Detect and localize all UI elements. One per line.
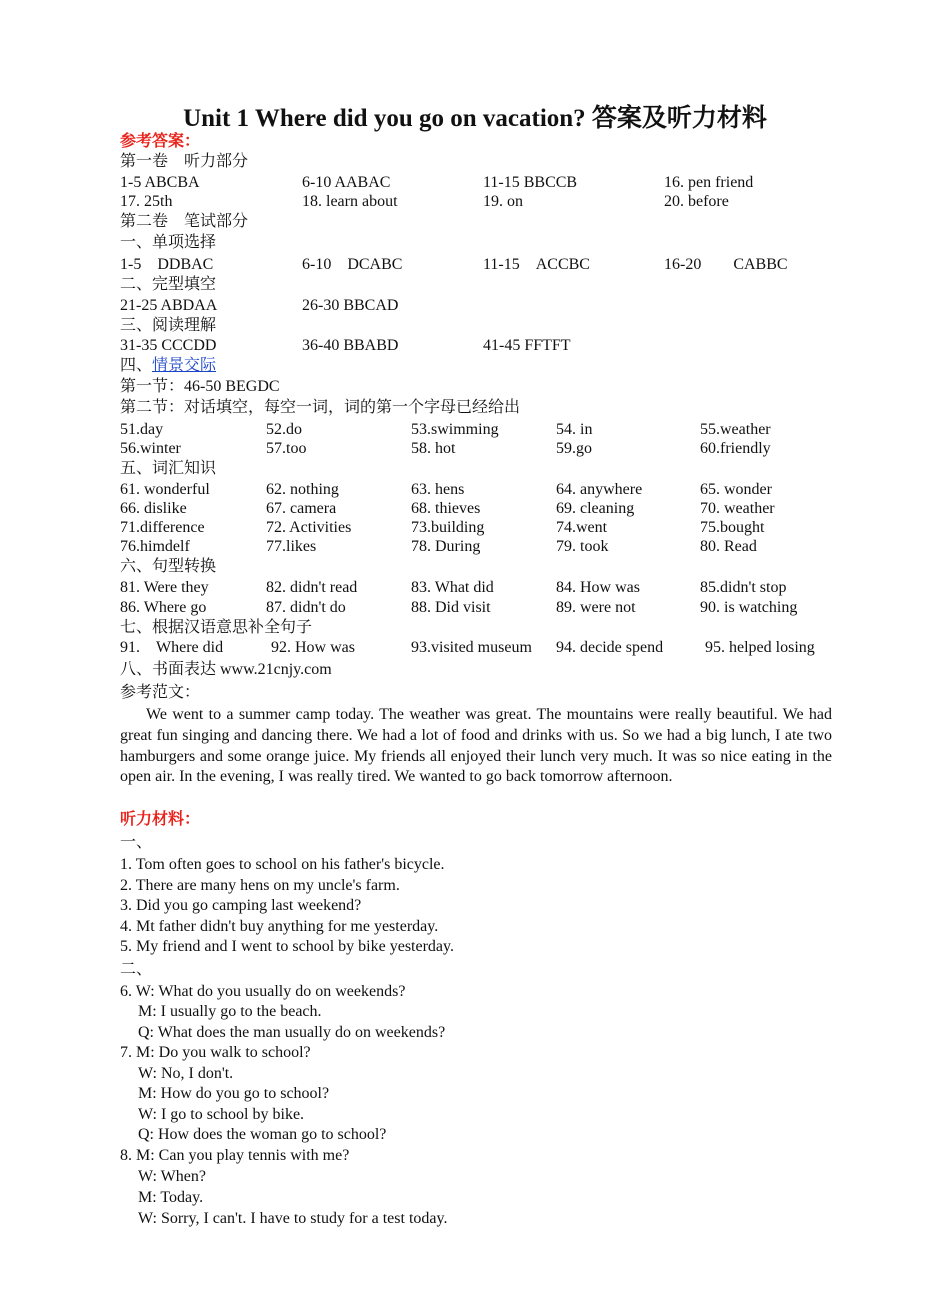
section-1-heading: 一、单项选择 [120,234,217,251]
answer-cell: 82. didn't read [266,579,358,596]
answer-cell: 26-30 BBCAD [302,297,399,314]
answer-cell: 72. Activities [266,519,352,536]
listening-line: 8. M: Can you play tennis with me? [120,1147,350,1164]
answer-cell: 52.do [266,421,302,438]
listening-line: W: No, I don't. [138,1065,234,1082]
answer-cell: 1-5 ABCBA [120,174,200,191]
section-4-part-2: 第二节：对话填空，每空一词，词的第一个字母已经给出 [120,399,521,416]
answer-cell: 31-35 CCCDD [120,337,217,354]
answer-cell: 56.winter [120,440,181,457]
listening-line: W: Sorry, I can't. I have to study for a test today. [138,1210,448,1227]
page-title: Unit 1 Where did you go on vacation? 答案及听力材料 [183,105,767,132]
essay-text: We went to a summer camp today. The weather was great. The mountains were really beautiful. We had great fun singing and dancing there. We had a lot of food and drinks with us. So we had a big lunch, I ate two hamburgers and some orange juice. My friends all enjoyed their lunch very much. It was so nice eating in the open air. In the evening, I was really tired. We wanted to go back tomorrow afternoon. [120,706,832,786]
section-4-prefix: 四、 [120,357,153,374]
listening-line: 4. Mt father didn't buy anything for me yesterday. [120,918,439,935]
answer-cell: 87. didn't do [266,599,346,616]
answer-cell: 36-40 BBABD [302,337,399,354]
answer-cell: 69. cleaning [556,500,635,517]
answer-cell: 63. hens [411,481,465,498]
section-4-part-1: 第一节：46-50 BEGDC [120,378,280,395]
essay-paragraph [120,705,832,788]
answer-cell: 79. took [556,538,609,555]
answer-cell: 92. How was [271,639,355,656]
volume-1-heading: 第一卷 听力部分 [120,153,249,170]
answer-cell: 77.likes [266,538,317,555]
listening-line: 2. There are many hens on my uncle's farm. [120,877,400,894]
answer-cell: 57.too [266,440,307,457]
answer-cell: 68. thieves [411,500,481,517]
listening-line: M: How do you go to school? [138,1085,330,1102]
answer-cell: 60.friendly [700,440,771,457]
answer-cell: 54. in [556,421,593,438]
answer-cell: 59.go [556,440,592,457]
listening-line: Q: What does the man usually do on weekends? [138,1024,446,1041]
answer-cell: 51.day [120,421,164,438]
answer-cell: 91. Where did [120,639,224,656]
answer-cell: 20. before [664,193,729,210]
answer-cell: 85.didn't stop [700,579,787,596]
listening-line: M: I usually go to the beach. [138,1003,322,1020]
answer-cell: 74.went [556,519,608,536]
section-4-heading [120,356,216,376]
answer-cell: 70. weather [700,500,775,517]
answer-cell: 6-10 AABAC [302,174,391,191]
section-4-link[interactable]: 情景交际 [152,357,217,374]
answer-heading: 参考答案： [120,133,201,150]
answer-cell: 80. Read [700,538,757,555]
section-6-heading: 六、句型转换 [120,558,217,575]
answer-cell: 21-25 ABDAA [120,297,218,314]
answer-cell: 95. helped losing [705,639,815,656]
answer-cell: 93.visited museum [411,639,532,656]
answer-cell: 18. learn about [302,193,398,210]
answer-cell: 88. Did visit [411,599,491,616]
answer-cell: 94. decide spend [556,639,664,656]
answer-cell: 65. wonder [700,481,772,498]
answer-cell: 11-15 ACCBC [483,256,590,273]
listening-line: 7. M: Do you walk to school? [120,1044,311,1061]
listening-heading: 听力材料： [120,811,201,828]
answer-cell: 55.weather [700,421,771,438]
part-2-label: 二、 [120,961,153,978]
answer-cell: 16. pen friend [664,174,754,191]
answer-cell: 78. During [411,538,481,555]
answer-cell: 66. dislike [120,500,187,517]
answer-cell: 41-45 FFTFT [483,337,571,354]
volume-2-heading: 第二卷 笔试部分 [120,213,249,230]
answer-cell: 90. is watching [700,599,798,616]
section-2-heading: 二、完型填空 [120,276,217,293]
answer-cell: 61. wonderful [120,481,210,498]
answer-cell: 58. hot [411,440,456,457]
answer-cell: 16-20 CABBC [664,256,788,273]
answer-cell: 53.swimming [411,421,499,438]
answer-cell: 71.difference [120,519,205,536]
listening-line: 5. My friend and I went to school by bike yesterday. [120,938,454,955]
part-1-label: 一、 [120,834,153,851]
listening-line: W: When? [138,1168,206,1185]
answer-cell: 75.bought [700,519,765,536]
answer-cell: 73.building [411,519,485,536]
listening-line: 1. Tom often goes to school on his father's bicycle. [120,856,445,873]
answer-cell: 64. anywhere [556,481,643,498]
section-3-heading: 三、阅读理解 [120,317,217,334]
answer-cell: 11-15 BBCCB [483,174,578,191]
answer-cell: 76.himdelf [120,538,190,555]
answer-cell: 17. 25th [120,193,173,210]
listening-line: Q: How does the woman go to school? [138,1126,387,1143]
essay-label: 参考范文： [120,684,201,701]
answer-cell: 6-10 DCABC [302,256,403,273]
section-8-heading: 八、书面表达 www.21cnjy.com [120,661,332,678]
answer-cell: 62. nothing [266,481,339,498]
answer-cell: 89. were not [556,599,636,616]
answer-cell: 83. What did [411,579,494,596]
listening-line: 6. W: What do you usually do on weekends? [120,983,406,1000]
answer-cell: 86. Where go [120,599,207,616]
answer-cell: 19. on [483,193,523,210]
listening-line: 3. Did you go camping last weekend? [120,897,362,914]
section-5-heading: 五、词汇知识 [120,460,217,477]
listening-line: M: Today. [138,1189,204,1206]
section-7-heading: 七、根据汉语意思补全句子 [120,619,313,636]
answer-cell: 84. How was [556,579,640,596]
answer-cell: 1-5 DDBAC [120,256,214,273]
answer-cell: 67. camera [266,500,337,517]
listening-line: W: I go to school by bike. [138,1106,305,1123]
answer-cell: 81. Were they [120,579,209,596]
